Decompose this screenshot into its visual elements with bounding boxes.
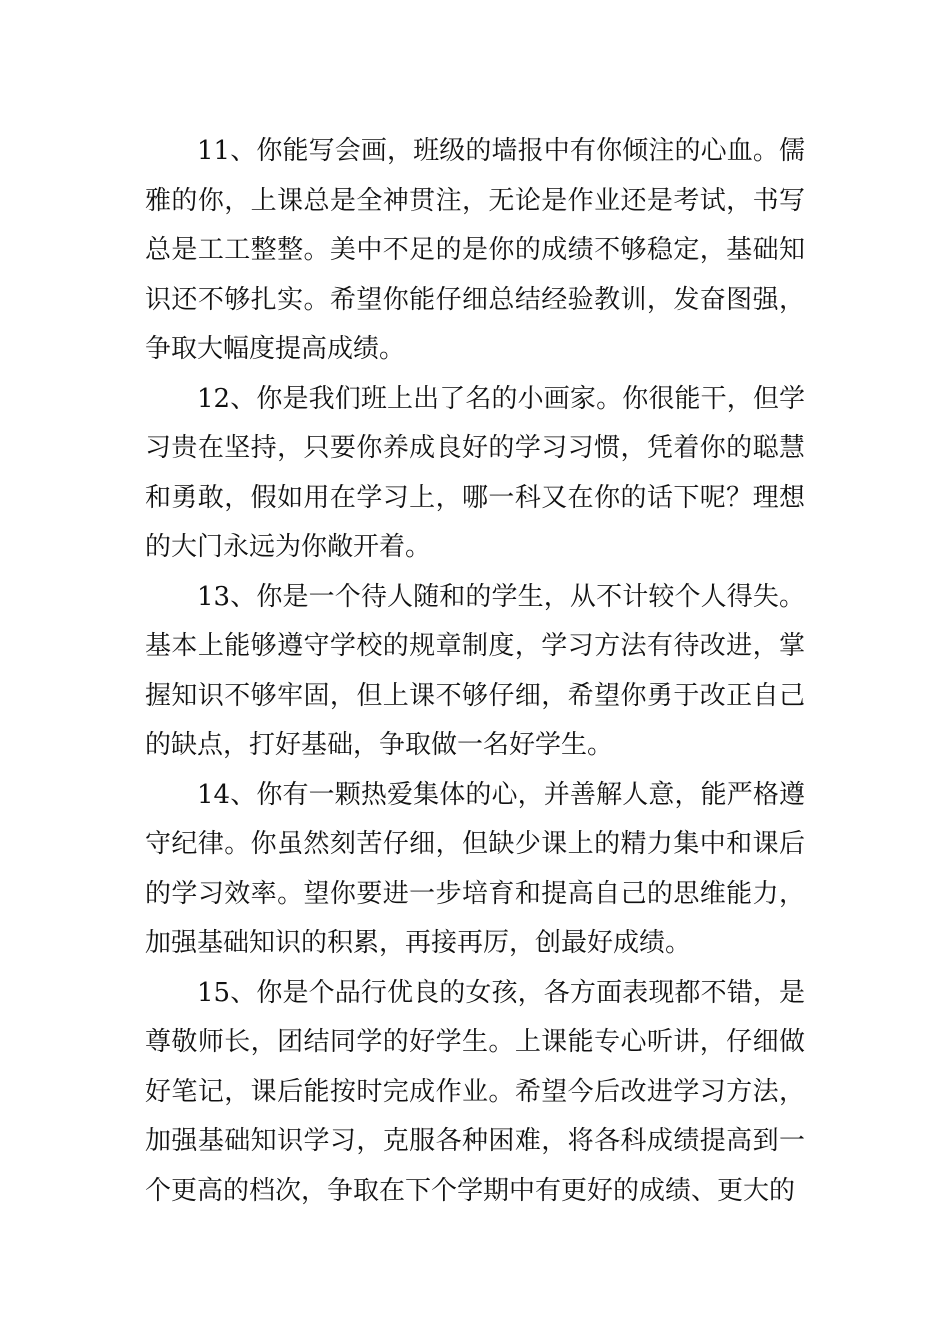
comment-paragraph-13: 13、你是一个待人随和的学生，从不计较个人得失。基本上能够遵守学校的规章制度，学习方法有待改进，掌握知识不够牢固，但上课不够仔细，希望你勇于改正自己的缺点，打好基础，争取做一名好学生。 (145, 581, 805, 760)
document-body (145, 127, 805, 1216)
comment-paragraph-15: 15、你是个品行优良的女孩，各方面表现都不错，是尊敬师长，团结同学的好学生。上课能专心听讲，仔细做好笔记，课后能按时完成作业。希望今后改进学习方法，加强基础知识学习，克服各种困难，将各科成绩提高到一个更高的档次，争取在下个学期中有更好的成绩、更大的 (145, 977, 805, 1206)
comment-paragraph-11: 11、你能写会画，班级的墙报中有你倾注的心血。儒雅的你，上课总是全神贯注，无论是作业还是考试，书写总是工工整整。美中不足的是你的成绩不够稳定，基础知识还不够扎实。希望你能仔细总结经验教训，发奋图强，争取大幅度提高成绩。 (145, 136, 805, 364)
comment-paragraph-14: 14、你有一颗热爱集体的心，并善解人意，能严格遵守纪律。你虽然刻苦仔细，但缺少课上的精力集中和课后的学习效率。望你要进一步培育和提高自己的思维能力，加强基础知识的积累，再接再厉，创最好成绩。 (145, 779, 805, 958)
comment-paragraph-12: 12、你是我们班上出了名的小画家。你很能干，但学习贵在坚持，只要你养成良好的学习习惯，凭着你的聪慧和勇敢，假如用在学习上，哪一科又在你的话下呢？理想的大门永远为你敞开着。 (145, 383, 805, 562)
